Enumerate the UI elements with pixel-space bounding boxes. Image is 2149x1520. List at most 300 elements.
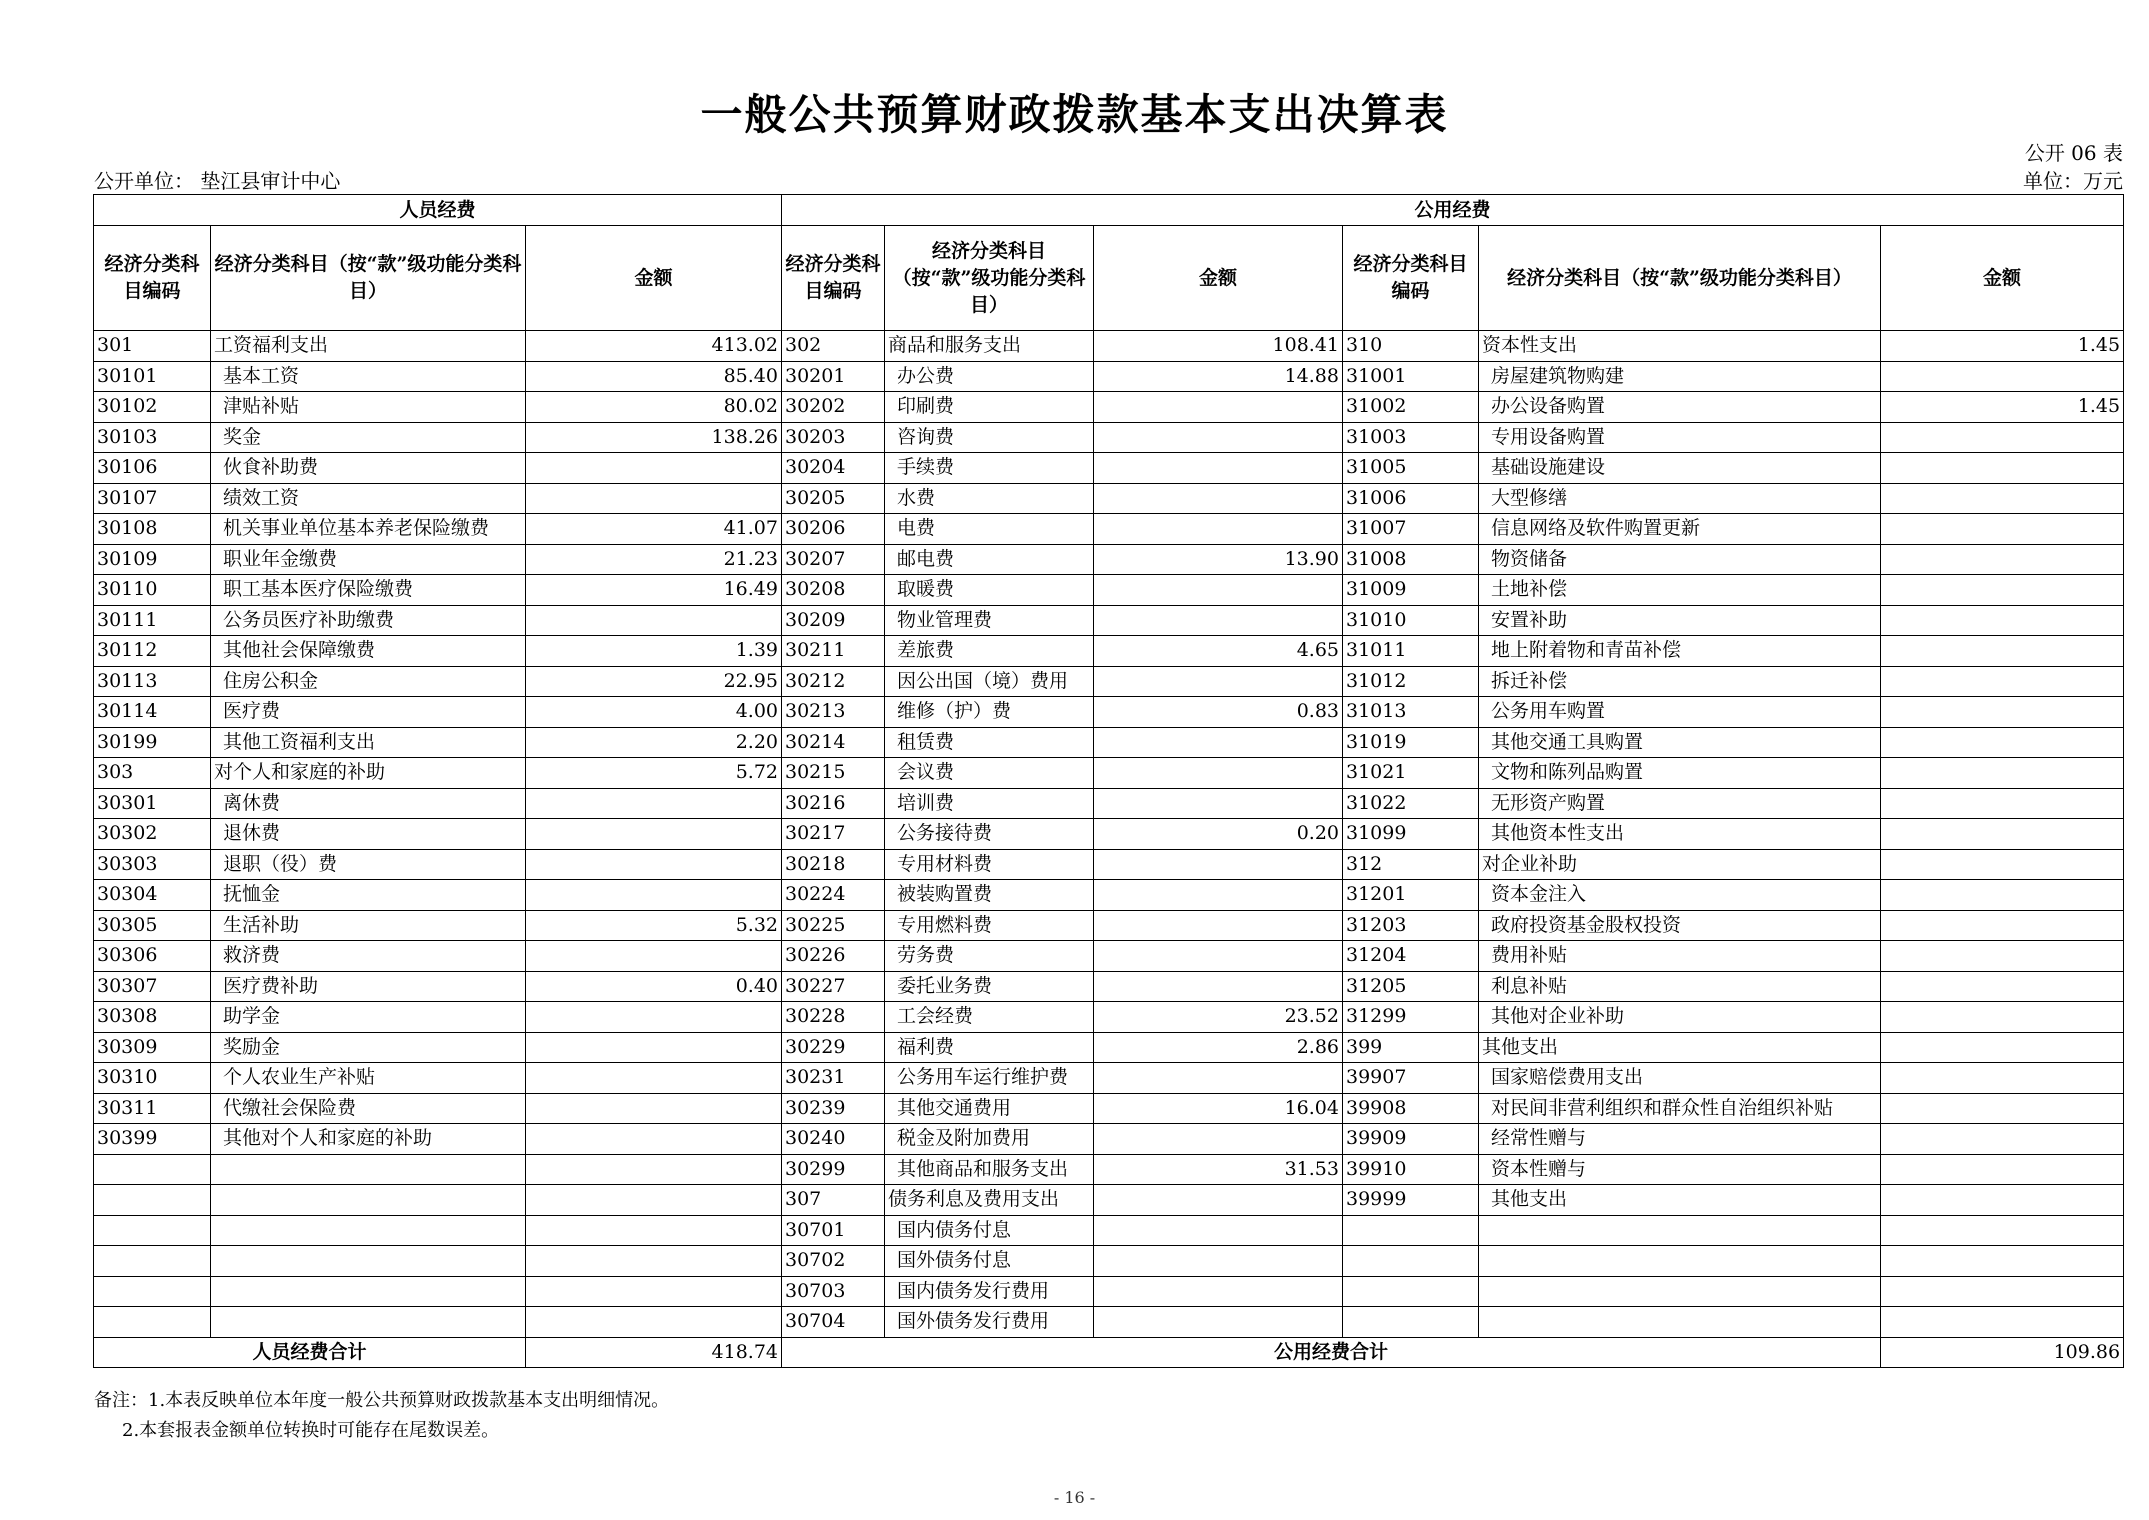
personnel-total-value: 418.74: [526, 1337, 782, 1367]
name-cell: 办公设备购置: [1479, 392, 1881, 423]
amount-cell: [1881, 849, 2124, 880]
code-cell: 31011: [1343, 636, 1479, 667]
amount-cell: [1881, 453, 2124, 484]
table-row: [94, 483, 2124, 514]
name-cell: [1479, 1276, 1881, 1307]
name-cell: 信息网络及软件购置更新: [1479, 514, 1881, 545]
table-row: [94, 422, 2124, 453]
code-cell: 30301: [94, 788, 211, 819]
code-cell: 30107: [94, 483, 211, 514]
name-cell: 商品和服务支出: [885, 331, 1094, 362]
column-header-code: 经济分类科目编码: [94, 226, 211, 331]
code-cell: 31205: [1343, 971, 1479, 1002]
amount-cell: 5.72: [526, 758, 782, 789]
amount-cell: 1.45: [1881, 392, 2124, 423]
name-cell: 退职（役）费: [211, 849, 526, 880]
code-cell: 31002: [1343, 392, 1479, 423]
code-cell: 30229: [782, 1032, 885, 1063]
code-cell: 31299: [1343, 1002, 1479, 1033]
code-cell: 30704: [782, 1307, 885, 1338]
code-cell: 39999: [1343, 1185, 1479, 1216]
code-cell: 399: [1343, 1032, 1479, 1063]
name-cell: 税金及附加费用: [885, 1124, 1094, 1155]
column-header-amount: 金额: [1881, 226, 2124, 331]
code-cell: 31099: [1343, 819, 1479, 850]
column-header-amount: 金额: [526, 226, 782, 331]
name-cell: 基本工资: [211, 361, 526, 392]
amount-cell: 0.40: [526, 971, 782, 1002]
amount-cell: 5.32: [526, 910, 782, 941]
name-cell: 其他支出: [1479, 1185, 1881, 1216]
amount-cell: 16.04: [1094, 1093, 1343, 1124]
code-cell: 30206: [782, 514, 885, 545]
code-cell: [1343, 1307, 1479, 1338]
name-cell: 地上附着物和青苗补偿: [1479, 636, 1881, 667]
name-cell: 国外债务发行费用: [885, 1307, 1094, 1338]
amount-cell: [526, 880, 782, 911]
code-cell: [94, 1276, 211, 1307]
column-header-name: 经济分类科目（按“款”级功能分类科目）: [211, 226, 526, 331]
amount-cell: [1881, 1063, 2124, 1094]
code-cell: 30302: [94, 819, 211, 850]
code-cell: 30231: [782, 1063, 885, 1094]
name-cell: 机关事业单位基本养老保险缴费: [211, 514, 526, 545]
table-row: [94, 1063, 2124, 1094]
code-cell: [1343, 1246, 1479, 1277]
name-cell: 公务员医疗补助缴费: [211, 605, 526, 636]
amount-cell: [1094, 392, 1343, 423]
amount-cell: [526, 1002, 782, 1033]
note-line: 2.本套报表金额单位转换时可能存在尾数误差。: [122, 1420, 500, 1441]
code-cell: 30108: [94, 514, 211, 545]
name-cell: [211, 1307, 526, 1338]
table-row: [94, 697, 2124, 728]
amount-cell: [1094, 758, 1343, 789]
table-row: [94, 758, 2124, 789]
amount-cell: 41.07: [526, 514, 782, 545]
name-cell: 利息补贴: [1479, 971, 1881, 1002]
notes: [94, 1386, 669, 1446]
name-cell: 医疗费补助: [211, 971, 526, 1002]
name-cell: 房屋建筑物购建: [1479, 361, 1881, 392]
name-cell: 绩效工资: [211, 483, 526, 514]
table-row: [94, 880, 2124, 911]
amount-cell: 108.41: [1094, 331, 1343, 362]
code-cell: 30217: [782, 819, 885, 850]
code-cell: 312: [1343, 849, 1479, 880]
name-cell: 委托业务费: [885, 971, 1094, 1002]
code-cell: 30240: [782, 1124, 885, 1155]
amount-cell: [1094, 483, 1343, 514]
table-row: [94, 1002, 2124, 1033]
table-row: [94, 453, 2124, 484]
code-cell: 39908: [1343, 1093, 1479, 1124]
public-total-value: 109.86: [1881, 1337, 2124, 1367]
code-cell: 31203: [1343, 910, 1479, 941]
code-cell: 30227: [782, 971, 885, 1002]
name-cell: 公务用车购置: [1479, 697, 1881, 728]
table-row: [94, 605, 2124, 636]
name-cell: [1479, 1307, 1881, 1338]
code-cell: 31007: [1343, 514, 1479, 545]
code-cell: 30103: [94, 422, 211, 453]
name-cell: 专用材料费: [885, 849, 1094, 880]
code-cell: 31022: [1343, 788, 1479, 819]
table-row: [94, 788, 2124, 819]
name-cell: 咨询费: [885, 422, 1094, 453]
code-cell: 30299: [782, 1154, 885, 1185]
code-cell: 31012: [1343, 666, 1479, 697]
name-cell: 物资储备: [1479, 544, 1881, 575]
code-cell: 30303: [94, 849, 211, 880]
name-cell: 电费: [885, 514, 1094, 545]
amount-cell: [1881, 971, 2124, 1002]
amount-cell: [1094, 1124, 1343, 1155]
name-cell: 手续费: [885, 453, 1094, 484]
code-cell: 30308: [94, 1002, 211, 1033]
code-cell: 30207: [782, 544, 885, 575]
table-row: [94, 514, 2124, 545]
amount-cell: [1881, 1246, 2124, 1277]
name-cell: 培训费: [885, 788, 1094, 819]
code-cell: 31021: [1343, 758, 1479, 789]
amount-cell: [526, 941, 782, 972]
code-cell: 30199: [94, 727, 211, 758]
name-cell: 津贴补贴: [211, 392, 526, 423]
code-cell: 30111: [94, 605, 211, 636]
name-cell: 其他资本性支出: [1479, 819, 1881, 850]
code-cell: 30204: [782, 453, 885, 484]
name-cell: 其他交通费用: [885, 1093, 1094, 1124]
name-cell: 资本金注入: [1479, 880, 1881, 911]
currency-unit: 单位：万元: [2023, 169, 2123, 193]
amount-cell: 22.95: [526, 666, 782, 697]
amount-cell: [1881, 605, 2124, 636]
code-cell: 31201: [1343, 880, 1479, 911]
amount-cell: [1881, 910, 2124, 941]
name-cell: 伙食补助费: [211, 453, 526, 484]
amount-cell: [1881, 941, 2124, 972]
amount-cell: [1881, 666, 2124, 697]
amount-cell: [526, 788, 782, 819]
table-row: [94, 1154, 2124, 1185]
code-cell: 39910: [1343, 1154, 1479, 1185]
table-row: [94, 941, 2124, 972]
code-cell: 30703: [782, 1276, 885, 1307]
code-cell: 30239: [782, 1093, 885, 1124]
table-row: [94, 575, 2124, 606]
code-cell: 30212: [782, 666, 885, 697]
name-cell: 土地补偿: [1479, 575, 1881, 606]
amount-cell: [526, 1032, 782, 1063]
amount-cell: [526, 1093, 782, 1124]
code-cell: 303: [94, 758, 211, 789]
amount-cell: [1881, 697, 2124, 728]
code-cell: [94, 1246, 211, 1277]
column-header-code: 经济分类科目编码: [782, 226, 885, 331]
amount-cell: [1094, 727, 1343, 758]
name-cell: 医疗费: [211, 697, 526, 728]
amount-cell: [526, 1185, 782, 1216]
amount-cell: 4.65: [1094, 636, 1343, 667]
page-number: - 16 -: [1053, 1488, 1096, 1507]
code-cell: 30102: [94, 392, 211, 423]
table-row: [94, 666, 2124, 697]
amount-cell: [526, 1154, 782, 1185]
name-cell: 其他商品和服务支出: [885, 1154, 1094, 1185]
code-cell: 30228: [782, 1002, 885, 1033]
name-cell: 大型修缮: [1479, 483, 1881, 514]
amount-cell: [1881, 880, 2124, 911]
code-cell: 30113: [94, 666, 211, 697]
table-row: [94, 727, 2124, 758]
code-cell: 31001: [1343, 361, 1479, 392]
name-cell: 拆迁补偿: [1479, 666, 1881, 697]
amount-cell: 0.83: [1094, 697, 1343, 728]
code-cell: 30304: [94, 880, 211, 911]
amount-cell: [1881, 727, 2124, 758]
amount-cell: [526, 483, 782, 514]
name-cell: 退休费: [211, 819, 526, 850]
name-cell: 资本性支出: [1479, 331, 1881, 362]
name-cell: 专用设备购置: [1479, 422, 1881, 453]
code-cell: 30305: [94, 910, 211, 941]
name-cell: [211, 1185, 526, 1216]
code-cell: 30309: [94, 1032, 211, 1063]
name-cell: 安置补助: [1479, 605, 1881, 636]
amount-cell: [1881, 483, 2124, 514]
name-cell: 国家赔偿费用支出: [1479, 1063, 1881, 1094]
code-cell: [94, 1307, 211, 1338]
name-cell: 对个人和家庭的补助: [211, 758, 526, 789]
name-cell: 取暖费: [885, 575, 1094, 606]
name-cell: 个人农业生产补贴: [211, 1063, 526, 1094]
name-cell: 劳务费: [885, 941, 1094, 972]
column-header-amount: 金额: [1094, 226, 1343, 331]
code-cell: 31010: [1343, 605, 1479, 636]
amount-cell: [526, 849, 782, 880]
table-row: [94, 819, 2124, 850]
amount-cell: 138.26: [526, 422, 782, 453]
amount-cell: [1881, 1185, 2124, 1216]
name-cell: 印刷费: [885, 392, 1094, 423]
table-row: [94, 1246, 2124, 1277]
page-title: 一般公共预算财政拨款基本支出决算表: [700, 90, 1449, 139]
code-cell: 30211: [782, 636, 885, 667]
code-cell: 30112: [94, 636, 211, 667]
form-number: 公开 06 表: [2024, 141, 2123, 165]
code-cell: 307: [782, 1185, 885, 1216]
name-cell: 费用补贴: [1479, 941, 1881, 972]
name-cell: 文物和陈列品购置: [1479, 758, 1881, 789]
name-cell: 对企业补助: [1479, 849, 1881, 880]
amount-cell: [1881, 819, 2124, 850]
name-cell: 其他工资福利支出: [211, 727, 526, 758]
name-cell: 奖励金: [211, 1032, 526, 1063]
amount-cell: [1881, 361, 2124, 392]
code-cell: 30226: [782, 941, 885, 972]
amount-cell: 413.02: [526, 331, 782, 362]
name-cell: 其他交通工具购置: [1479, 727, 1881, 758]
code-cell: 30701: [782, 1215, 885, 1246]
name-cell: 资本性赠与: [1479, 1154, 1881, 1185]
amount-cell: [1881, 1154, 2124, 1185]
amount-cell: [526, 1215, 782, 1246]
code-cell: 31006: [1343, 483, 1479, 514]
amount-cell: 14.88: [1094, 361, 1343, 392]
amount-cell: [1881, 636, 2124, 667]
name-cell: 基础设施建设: [1479, 453, 1881, 484]
name-cell: 奖金: [211, 422, 526, 453]
table-row: [94, 1307, 2124, 1338]
name-cell: 离休费: [211, 788, 526, 819]
amount-cell: [1881, 575, 2124, 606]
name-cell: 助学金: [211, 1002, 526, 1033]
name-cell: 工资福利支出: [211, 331, 526, 362]
table-row: [94, 361, 2124, 392]
name-cell: 因公出国（境）费用: [885, 666, 1094, 697]
name-cell: 福利费: [885, 1032, 1094, 1063]
amount-cell: [526, 1063, 782, 1094]
name-cell: 其他对企业补助: [1479, 1002, 1881, 1033]
amount-cell: 21.23: [526, 544, 782, 575]
amount-cell: [1094, 1276, 1343, 1307]
amount-cell: [1094, 971, 1343, 1002]
name-cell: 物业管理费: [885, 605, 1094, 636]
table-row: [94, 1185, 2124, 1216]
code-cell: 30109: [94, 544, 211, 575]
amount-cell: [1094, 1307, 1343, 1338]
name-cell: 水费: [885, 483, 1094, 514]
name-cell: 其他支出: [1479, 1032, 1881, 1063]
code-cell: 30201: [782, 361, 885, 392]
code-cell: 30216: [782, 788, 885, 819]
name-cell: 政府投资基金股权投资: [1479, 910, 1881, 941]
name-cell: [211, 1276, 526, 1307]
code-cell: 30110: [94, 575, 211, 606]
name-cell: 经常性赠与: [1479, 1124, 1881, 1155]
amount-cell: [526, 1124, 782, 1155]
amount-cell: [1094, 666, 1343, 697]
amount-cell: [1881, 1307, 2124, 1338]
amount-cell: 2.20: [526, 727, 782, 758]
code-cell: 30218: [782, 849, 885, 880]
amount-cell: [526, 1246, 782, 1277]
amount-cell: [1094, 605, 1343, 636]
code-cell: [94, 1185, 211, 1216]
personnel-total-label: 人员经费合计: [94, 1337, 526, 1367]
amount-cell: [1881, 1276, 2124, 1307]
public-group-header: 公用经费: [782, 195, 2124, 226]
name-cell: 职工基本医疗保险缴费: [211, 575, 526, 606]
code-cell: 30205: [782, 483, 885, 514]
amount-cell: 23.52: [1094, 1002, 1343, 1033]
code-cell: 30214: [782, 727, 885, 758]
name-cell: 债务利息及费用支出: [885, 1185, 1094, 1216]
code-cell: 31005: [1343, 453, 1479, 484]
code-cell: [94, 1215, 211, 1246]
code-cell: 310: [1343, 331, 1479, 362]
expenditure-table: [93, 194, 2124, 1368]
personnel-group-header: 人员经费: [94, 195, 782, 226]
amount-cell: [526, 1276, 782, 1307]
amount-cell: [1094, 941, 1343, 972]
name-cell: 工会经费: [885, 1002, 1094, 1033]
amount-cell: [1094, 514, 1343, 545]
name-cell: 被装购置费: [885, 880, 1094, 911]
amount-cell: 1.45: [1881, 331, 2124, 362]
code-cell: 30225: [782, 910, 885, 941]
name-cell: 其他社会保障缴费: [211, 636, 526, 667]
amount-cell: [1094, 849, 1343, 880]
code-cell: 30307: [94, 971, 211, 1002]
amount-cell: [1881, 514, 2124, 545]
amount-cell: [1881, 788, 2124, 819]
table-row: [94, 1276, 2124, 1307]
amount-cell: [1094, 575, 1343, 606]
amount-cell: [1094, 1185, 1343, 1216]
code-cell: 302: [782, 331, 885, 362]
code-cell: 31013: [1343, 697, 1479, 728]
amount-cell: [1094, 910, 1343, 941]
amount-cell: [1881, 1032, 2124, 1063]
code-cell: 30224: [782, 880, 885, 911]
code-cell: 30213: [782, 697, 885, 728]
amount-cell: 85.40: [526, 361, 782, 392]
code-cell: 30106: [94, 453, 211, 484]
amount-cell: 4.00: [526, 697, 782, 728]
column-header-name: 经济分类科目（按“款”级功能分类科目）: [885, 226, 1094, 331]
amount-cell: [1094, 788, 1343, 819]
name-cell: 公务用车运行维护费: [885, 1063, 1094, 1094]
name-cell: 办公费: [885, 361, 1094, 392]
amount-cell: [1094, 453, 1343, 484]
table-row: [94, 636, 2124, 667]
name-cell: 住房公积金: [211, 666, 526, 697]
code-cell: 30702: [782, 1246, 885, 1277]
name-cell: 无形资产购置: [1479, 788, 1881, 819]
code-cell: 30114: [94, 697, 211, 728]
code-cell: 30209: [782, 605, 885, 636]
code-cell: 39907: [1343, 1063, 1479, 1094]
table-row: [94, 1215, 2124, 1246]
code-cell: 30208: [782, 575, 885, 606]
amount-cell: 0.20: [1094, 819, 1343, 850]
table-row: [94, 544, 2124, 575]
note-line: 备注：1.本表反映单位本年度一般公共预算财政拨款基本支出明细情况。: [94, 1390, 670, 1411]
code-cell: 30203: [782, 422, 885, 453]
table-row: [94, 910, 2124, 941]
name-cell: [1479, 1246, 1881, 1277]
table-row: [94, 849, 2124, 880]
name-cell: 邮电费: [885, 544, 1094, 575]
amount-cell: [1881, 1002, 2124, 1033]
code-cell: [1343, 1215, 1479, 1246]
amount-cell: [1094, 1215, 1343, 1246]
name-cell: 国内债务付息: [885, 1215, 1094, 1246]
code-cell: 31204: [1343, 941, 1479, 972]
name-cell: 专用燃料费: [885, 910, 1094, 941]
amount-cell: 16.49: [526, 575, 782, 606]
name-cell: 会议费: [885, 758, 1094, 789]
public-total-label: 公用经费合计: [782, 1337, 1881, 1367]
amount-cell: [1094, 1063, 1343, 1094]
code-cell: 31008: [1343, 544, 1479, 575]
table-row: [94, 1093, 2124, 1124]
name-cell: 职业年金缴费: [211, 544, 526, 575]
code-cell: 30399: [94, 1124, 211, 1155]
amount-cell: 13.90: [1094, 544, 1343, 575]
